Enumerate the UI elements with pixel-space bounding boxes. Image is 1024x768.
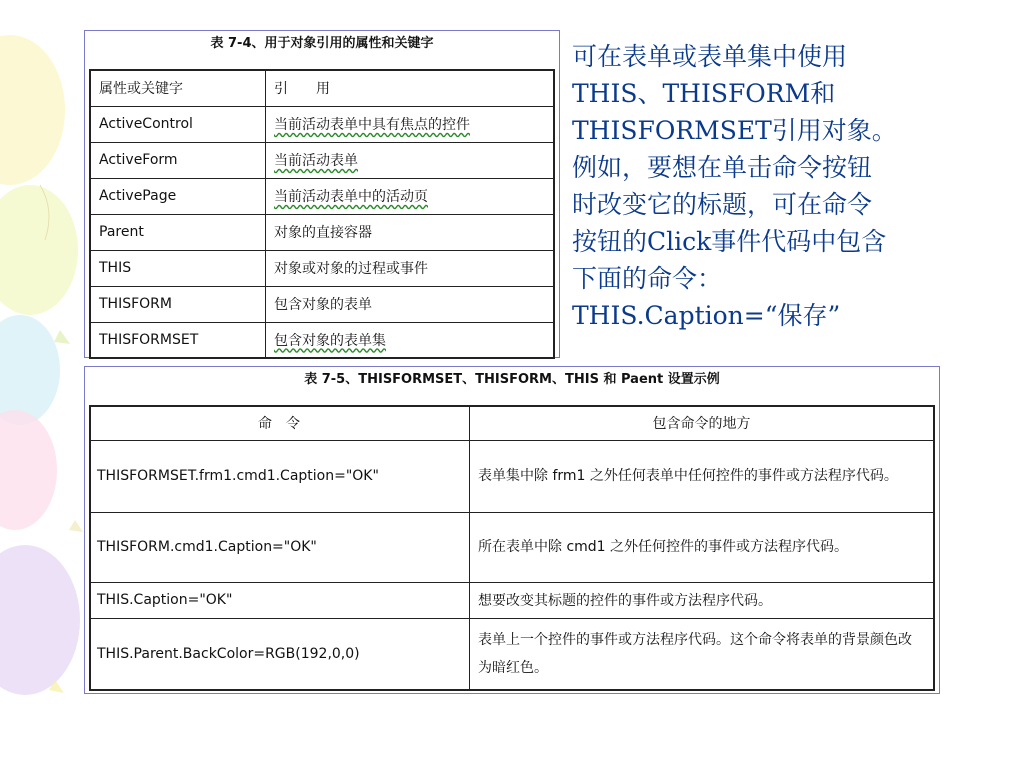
table-7-4	[89, 69, 555, 359]
table-row	[90, 214, 554, 250]
keyword-cell: Parent	[90, 214, 266, 250]
reference-cell: 对象的直接容器	[266, 214, 555, 250]
table-7-5-panel	[84, 366, 940, 694]
reference-cell: 当前活动表单中的活动页	[266, 178, 555, 214]
table-7-4-panel	[84, 30, 560, 358]
location-cell: 所在表单中除 cmd1 之外任何控件的事件或方法程序代码。	[470, 512, 935, 582]
command-cell: THIS.Parent.BackColor=RGB(192,0,0)	[90, 618, 470, 690]
table-row	[90, 440, 934, 512]
table-row	[90, 178, 554, 214]
header-cell: 引 用	[266, 70, 555, 106]
description-line: THISFORMSET引用对象。	[572, 116, 897, 145]
description-line: 按钮的Click事件代码中包含	[572, 227, 887, 256]
description-line: THIS、THISFORM和	[572, 79, 836, 108]
description-line: 可在表单或表单集中使用	[572, 42, 848, 71]
keyword-cell: ActiveForm	[90, 142, 266, 178]
table-row	[90, 286, 554, 322]
location-cell: 表单集中除 frm1 之外任何表单中任何控件的事件或方法程序代码。	[470, 440, 935, 512]
keyword-cell: THISFORMSET	[90, 322, 266, 358]
description-line: THIS.Caption=“保存”	[572, 301, 841, 330]
table-7-5-caption: 表 7-5、THISFORMSET、THISFORM、THIS 和 Paent 设置示例	[304, 372, 720, 387]
table-row	[90, 322, 554, 358]
table-7-4-caption: 表 7-4、用于对象引用的属性和关键字	[210, 36, 434, 51]
reference-cell: 对象或对象的过程或事件	[266, 250, 555, 286]
table-row	[90, 582, 934, 618]
description-text	[572, 38, 1012, 334]
table-header-row	[90, 406, 934, 440]
location-cell: 表单上一个控件的事件或方法程序代码。这个命令将表单的背景颜色改为暗红色。	[470, 618, 935, 690]
table-row	[90, 106, 554, 142]
table-row	[90, 512, 934, 582]
location-cell: 想要改变其标题的控件的事件或方法程序代码。	[470, 582, 935, 618]
description-line: 下面的命令：	[572, 264, 723, 293]
table-7-5	[89, 405, 935, 691]
keyword-cell: THISFORM	[90, 286, 266, 322]
header-cell: 属性或关键字	[90, 70, 266, 106]
table-row	[90, 618, 934, 690]
reference-cell: 当前活动表单中具有焦点的控件	[266, 106, 555, 142]
reference-cell: 包含对象的表单集	[266, 322, 555, 358]
keyword-cell: THIS	[90, 250, 266, 286]
description-line: 例如，要想在单击命令按钮	[572, 153, 873, 182]
reference-cell: 当前活动表单	[266, 142, 555, 178]
keyword-cell: ActivePage	[90, 178, 266, 214]
keyword-cell: ActiveControl	[90, 106, 266, 142]
header-cell: 命 令	[90, 406, 470, 440]
reference-cell: 包含对象的表单	[266, 286, 555, 322]
table-header-row	[90, 70, 554, 106]
command-cell: THISFORM.cmd1.Caption="OK"	[90, 512, 470, 582]
header-cell: 包含命令的地方	[470, 406, 935, 440]
command-cell: THIS.Caption="OK"	[90, 582, 470, 618]
table-row	[90, 142, 554, 178]
description-line: 时改变它的标题，可在命令	[572, 190, 873, 219]
command-cell: THISFORMSET.frm1.cmd1.Caption="OK"	[90, 440, 470, 512]
table-row	[90, 250, 554, 286]
